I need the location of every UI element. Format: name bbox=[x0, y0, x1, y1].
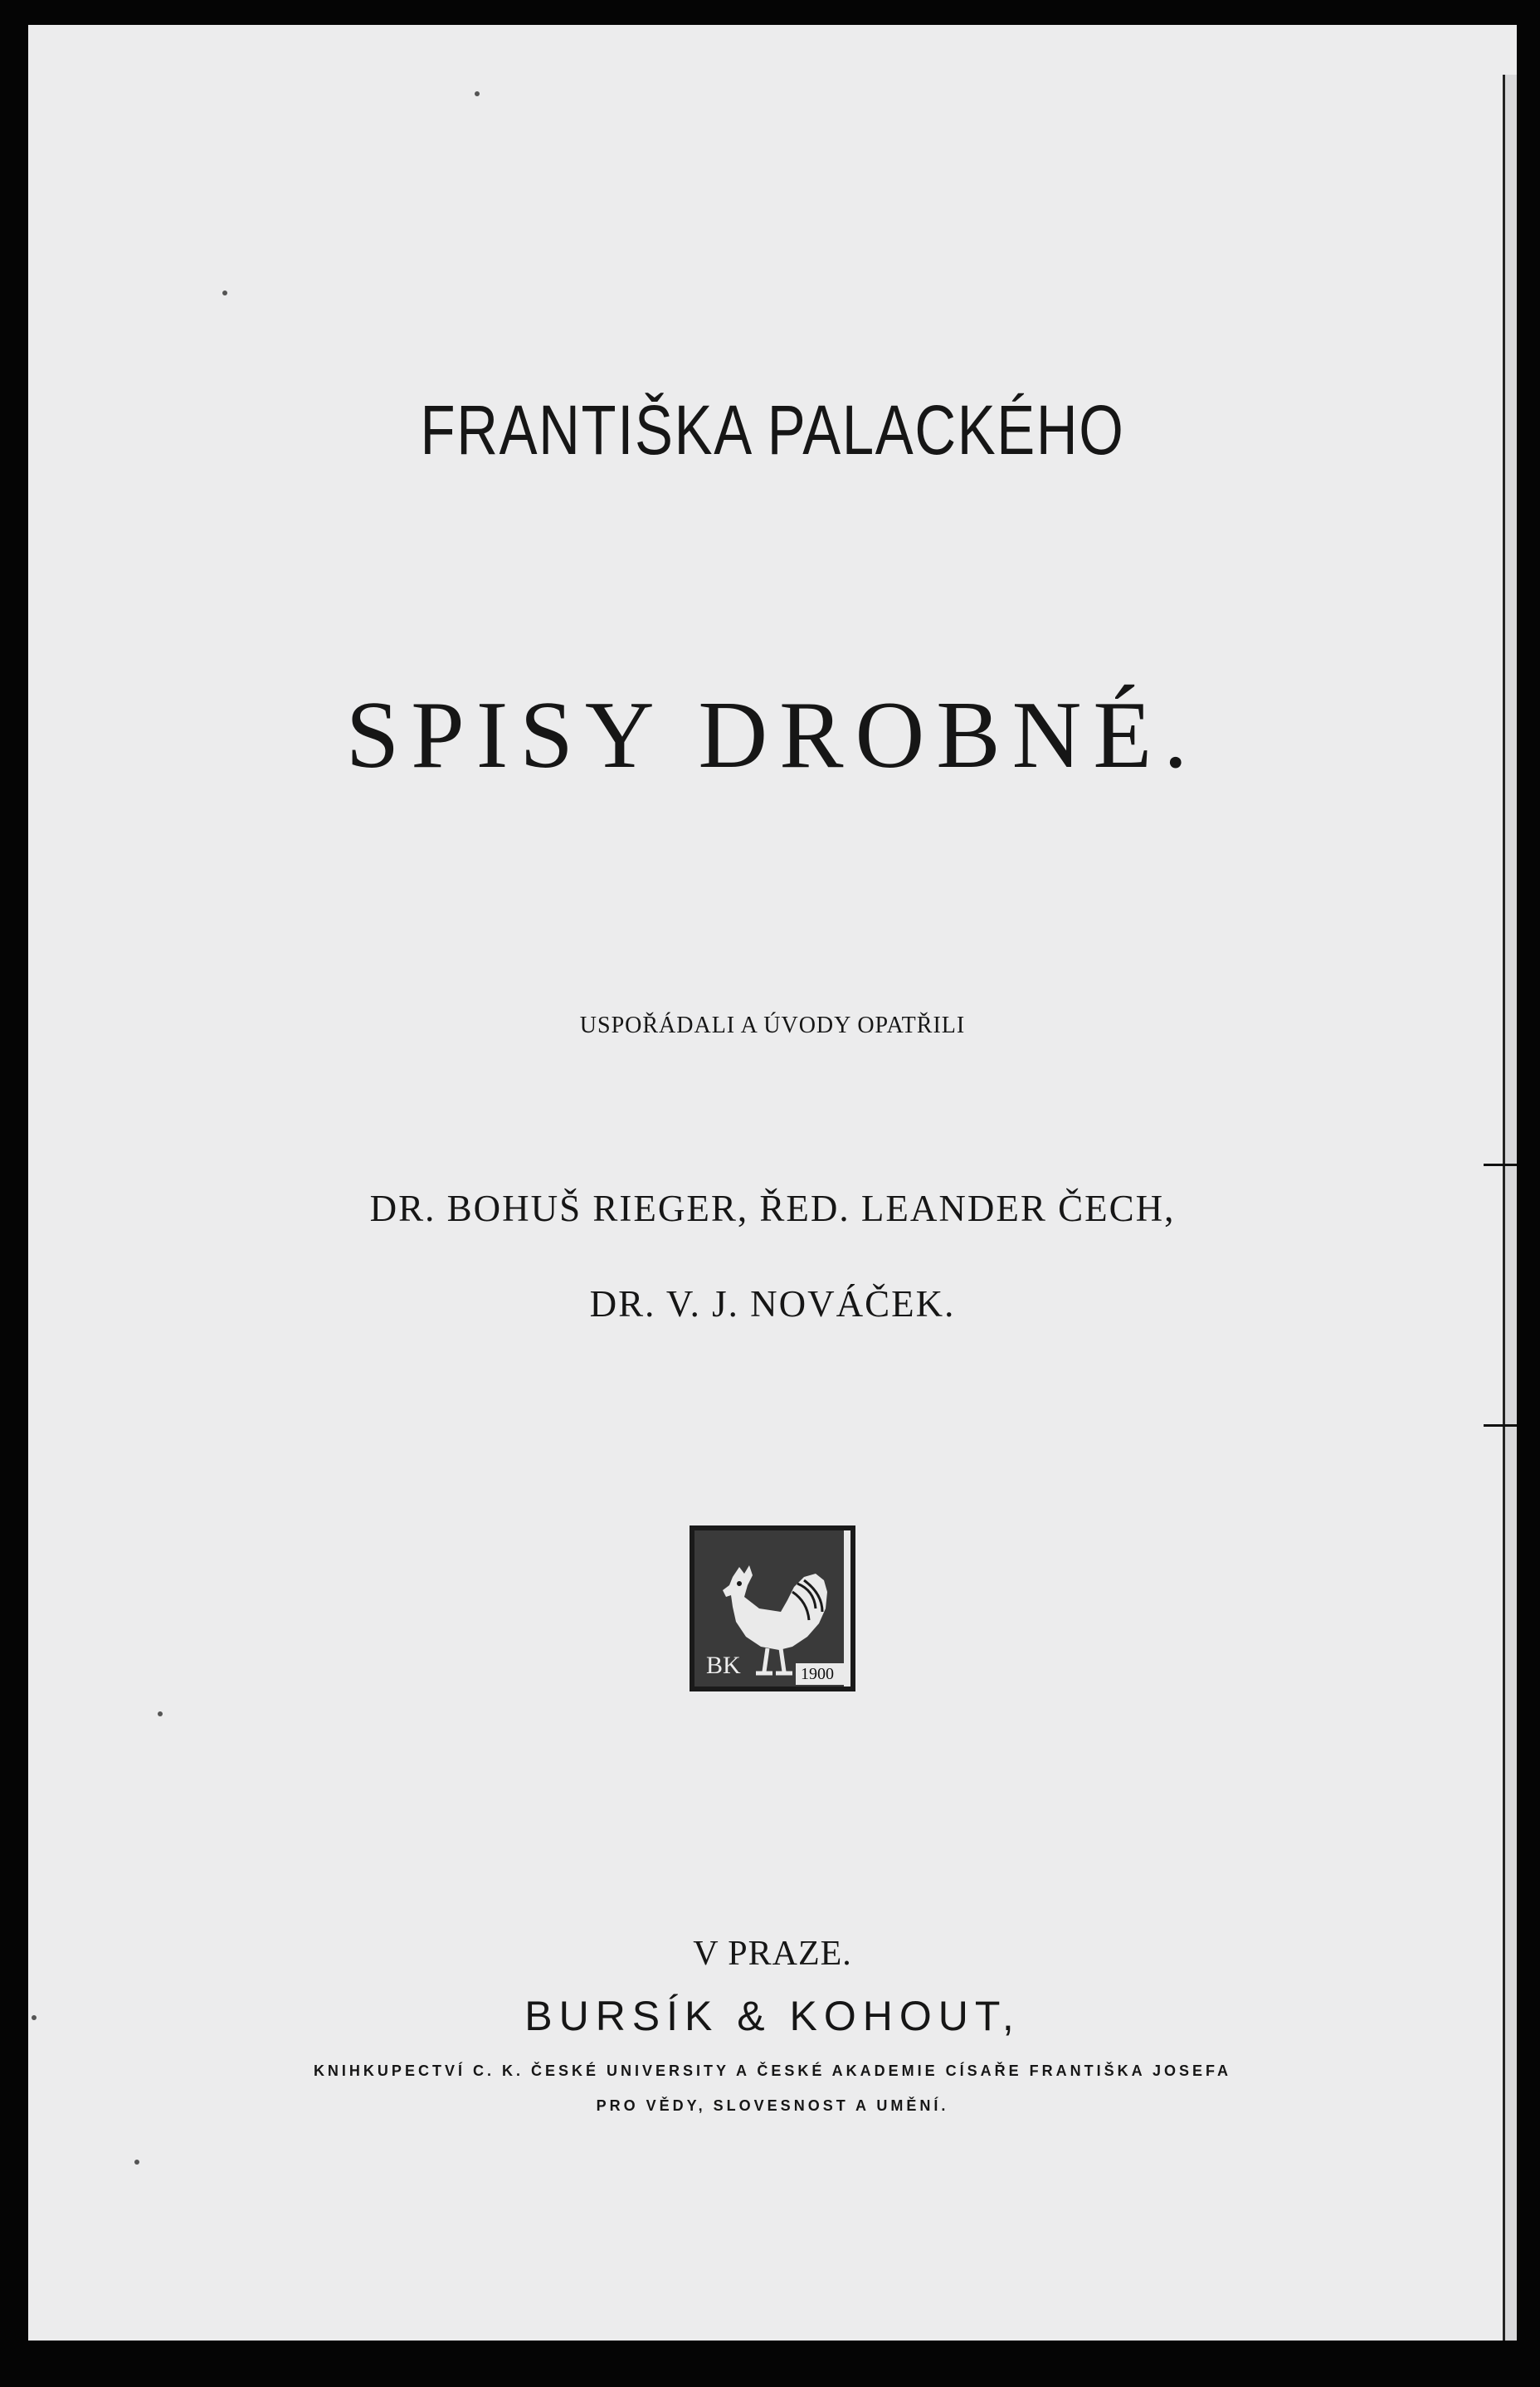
mark-year: 1900 bbox=[801, 1665, 834, 1683]
edge-mark bbox=[1484, 1164, 1517, 1166]
editors-line-2: DR. V. J. NOVÁČEK. bbox=[589, 1283, 956, 1325]
speck bbox=[222, 290, 227, 295]
publisher-name: BURSÍK & KOHOUT, bbox=[524, 1993, 1021, 2039]
publisher-mark bbox=[690, 1525, 855, 1691]
speck bbox=[158, 1711, 163, 1716]
speck bbox=[134, 2160, 139, 2165]
editors-line-1: DR. BOHUŠ RIEGER, ŘED. LEANDER ČECH, bbox=[369, 1188, 1176, 1229]
publisher-description-1: KNIHKUPECTVÍ C. K. ČESKÉ UNIVERSITY A ČESKÉ AKADEMIE CÍSAŘE FRANTIŠKA JOSEFA bbox=[313, 2062, 1232, 2079]
book-title: SPISY DROBNÉ. bbox=[345, 682, 1200, 788]
title-page bbox=[28, 25, 1517, 2341]
arranged-by-line: USPOŘÁDALI A ÚVODY OPATŘILI bbox=[579, 1013, 966, 1038]
place-of-publication: V PRAZE. bbox=[693, 1935, 852, 1973]
speck bbox=[475, 91, 480, 96]
publisher-description-2: PRO VĚDY, SLOVESNOST A UMĚNÍ. bbox=[596, 2097, 949, 2114]
edge-mark bbox=[1484, 1424, 1517, 1427]
author-heading: FRANTIŠKA PALACKÉHO bbox=[420, 391, 1125, 469]
mark-initials: BK bbox=[706, 1652, 741, 1679]
